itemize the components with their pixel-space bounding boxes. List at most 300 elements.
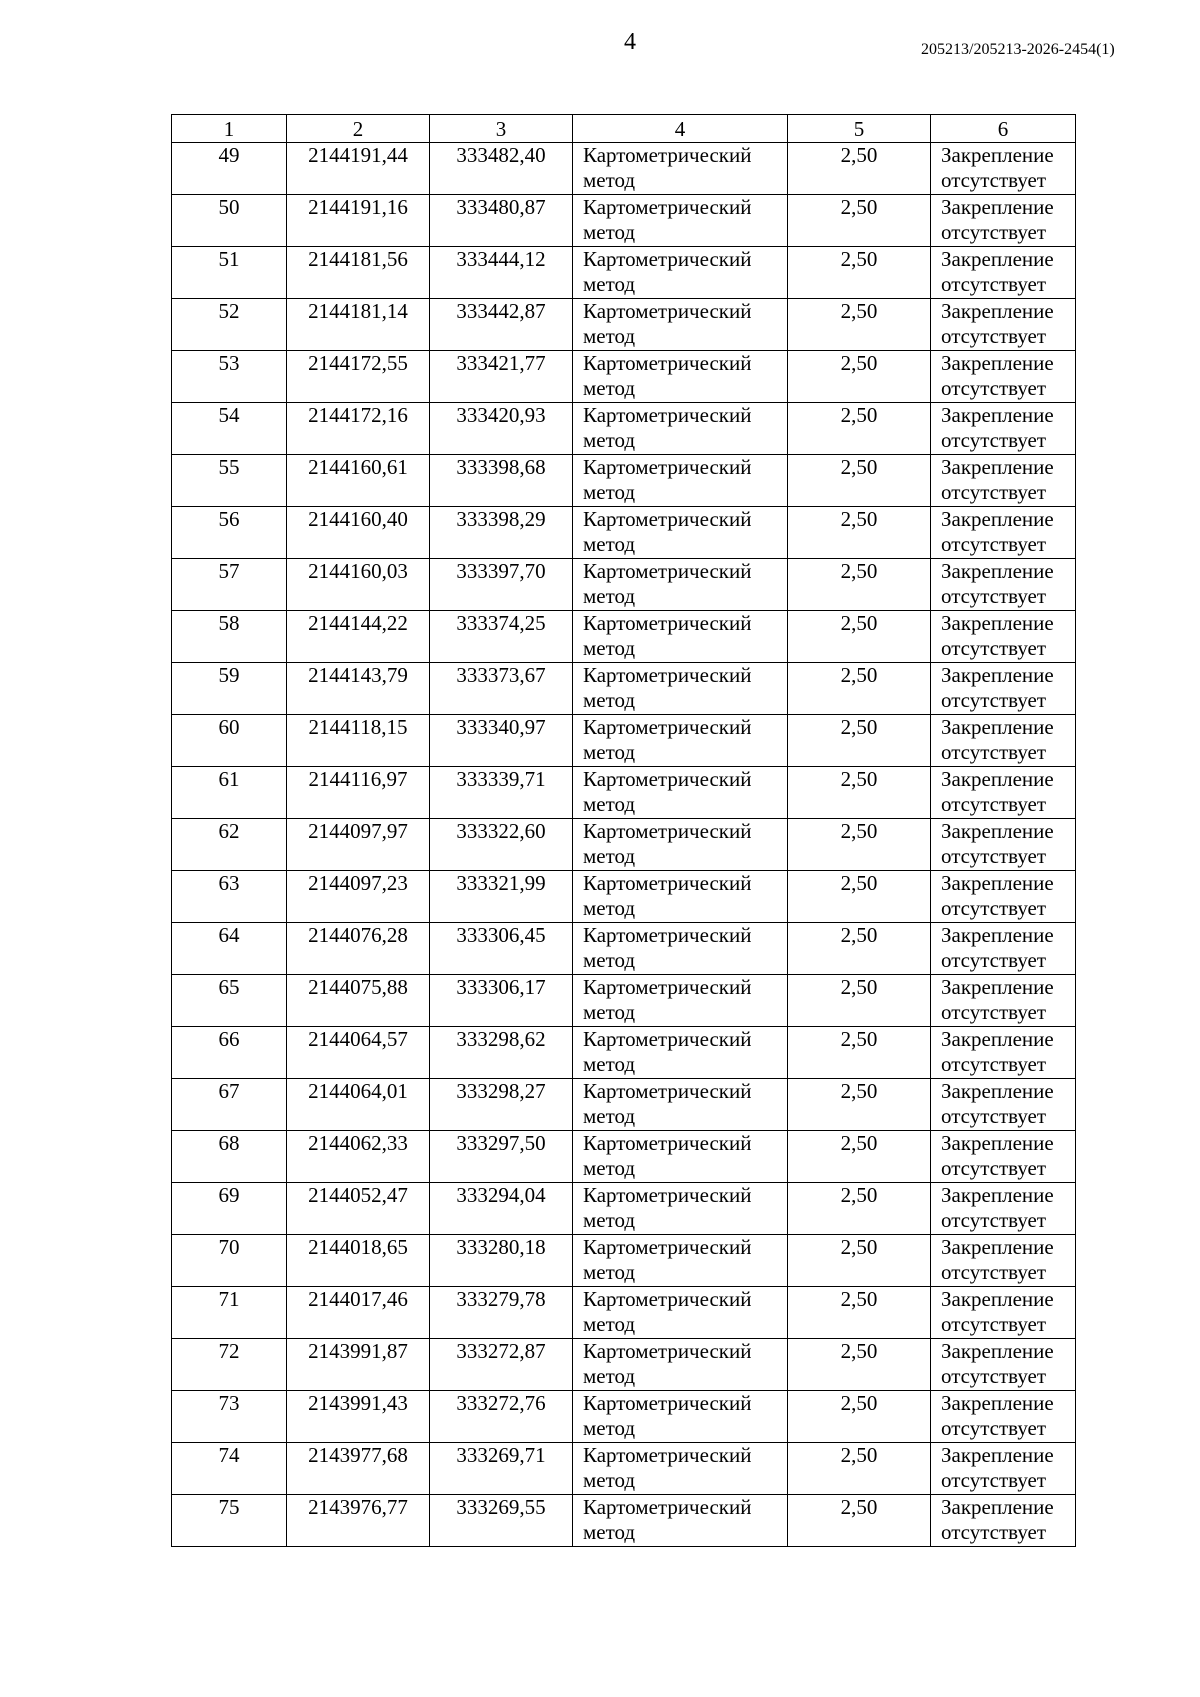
table-row: [172, 1131, 1076, 1183]
point-number-cell-text: 51: [218, 247, 240, 271]
table-row: [172, 1027, 1076, 1079]
method-cell: [573, 715, 788, 767]
coordinate-x-cell: [287, 1131, 430, 1183]
accuracy-cell: [788, 1443, 931, 1495]
coordinate-y-cell-text: 333444,12: [456, 247, 546, 271]
table-row: [172, 195, 1076, 247]
table-row: [172, 143, 1076, 195]
fixing-cell: [931, 1079, 1076, 1131]
accuracy-cell-text: 2,50: [840, 455, 878, 479]
fixing-cell-text: отсутствует: [941, 1312, 1047, 1336]
fixing-cell: [931, 1443, 1076, 1495]
coordinate-y-cell: [430, 1391, 573, 1443]
fixing-cell: [931, 975, 1076, 1027]
coordinate-y-cell: [430, 1131, 573, 1183]
method-cell-text: Картометрический: [583, 1287, 752, 1311]
method-cell: [573, 1287, 788, 1339]
coordinate-x-cell-text: 2143976,77: [308, 1495, 408, 1519]
fixing-cell: [931, 299, 1076, 351]
coordinate-x-cell-text: 2144172,16: [308, 403, 408, 427]
table-row: [172, 247, 1076, 299]
coordinates-table: [171, 114, 1076, 1547]
fixing-cell: [931, 1287, 1076, 1339]
coordinate-x-cell-text: 2144118,15: [308, 715, 408, 739]
point-number-cell: [172, 1495, 287, 1547]
point-number-cell-text: 55: [218, 455, 240, 479]
method-cell-text: Картометрический: [583, 1495, 752, 1519]
fixing-cell-text: Закрепление: [941, 1235, 1054, 1259]
fixing-cell-text: Закрепление: [941, 715, 1054, 739]
fixing-cell-text: отсутствует: [941, 272, 1047, 296]
method-cell-text: Картометрический: [583, 559, 752, 583]
coordinate-y-cell: [430, 871, 573, 923]
method-cell-text: метод: [583, 272, 636, 296]
fixing-cell: [931, 1235, 1076, 1287]
method-cell-text: Картометрический: [583, 195, 752, 219]
fixing-cell: [931, 195, 1076, 247]
point-number-cell-text: 73: [218, 1391, 240, 1415]
method-cell-text: метод: [583, 1364, 636, 1388]
coordinate-x-cell-text: 2144172,55: [308, 351, 408, 375]
coordinate-y-cell: [430, 351, 573, 403]
method-cell-text: Картометрический: [583, 351, 752, 375]
point-number-cell-text: 59: [218, 663, 240, 687]
coordinate-y-cell: [430, 1339, 573, 1391]
point-number-cell-text: 74: [218, 1443, 240, 1467]
method-cell-text: метод: [583, 740, 636, 764]
fixing-cell-text: Закрепление: [941, 819, 1054, 843]
coordinate-y-cell: [430, 1235, 573, 1287]
fixing-cell: [931, 351, 1076, 403]
coordinate-x-cell-text: 2144018,65: [308, 1235, 408, 1259]
point-number-cell-text: 69: [218, 1183, 240, 1207]
fixing-cell-text: отсутствует: [941, 584, 1047, 608]
table-row: [172, 1079, 1076, 1131]
method-cell-text: Картометрический: [583, 1183, 752, 1207]
table-row: [172, 871, 1076, 923]
method-cell: [573, 1131, 788, 1183]
point-number-cell-text: 52: [218, 299, 240, 323]
coordinate-x-cell: [287, 767, 430, 819]
method-cell: [573, 1079, 788, 1131]
method-cell-text: Картометрический: [583, 663, 752, 687]
method-cell-text: Картометрический: [583, 1443, 752, 1467]
method-cell-text: метод: [583, 220, 636, 244]
point-number-cell-text: 68: [218, 1131, 240, 1155]
accuracy-cell: [788, 1391, 931, 1443]
point-number-cell: [172, 403, 287, 455]
point-number-cell-text: 71: [218, 1287, 240, 1311]
table-row: [172, 403, 1076, 455]
fixing-cell-text: отсутствует: [941, 896, 1047, 920]
accuracy-cell: [788, 247, 931, 299]
coordinate-x-cell-text: 2144097,97: [308, 819, 408, 843]
fixing-cell-text: отсутствует: [941, 532, 1047, 556]
coordinate-y-cell: [430, 1079, 573, 1131]
point-number-cell: [172, 767, 287, 819]
fixing-cell: [931, 1495, 1076, 1547]
accuracy-cell-text: 2,50: [840, 1131, 878, 1155]
point-number-cell-text: 63: [218, 871, 240, 895]
fixing-cell-text: Закрепление: [941, 975, 1054, 999]
table-row: [172, 455, 1076, 507]
method-cell-text: Картометрический: [583, 1079, 752, 1103]
method-cell: [573, 1495, 788, 1547]
coordinate-x-cell-text: 2144017,46: [308, 1287, 408, 1311]
fixing-cell-text: Закрепление: [941, 1287, 1054, 1311]
accuracy-cell-text: 2,50: [840, 663, 878, 687]
coordinate-x-cell-text: 2143977,68: [308, 1443, 408, 1467]
coordinate-x-cell: [287, 611, 430, 663]
method-cell-text: Картометрический: [583, 247, 752, 271]
point-number-cell-text: 65: [218, 975, 240, 999]
fixing-cell-text: отсутствует: [941, 740, 1047, 764]
method-cell-text: Картометрический: [583, 1391, 752, 1415]
coordinate-x-cell-text: 2144097,23: [308, 871, 408, 895]
method-cell-text: Картометрический: [583, 819, 752, 843]
accuracy-cell: [788, 819, 931, 871]
accuracy-cell: [788, 1339, 931, 1391]
coordinate-y-cell-text: 333294,04: [456, 1183, 546, 1207]
point-number-cell: [172, 247, 287, 299]
column-header: 3: [430, 115, 573, 143]
method-cell-text: метод: [583, 1208, 636, 1232]
coordinate-y-cell-text: 333340,97: [456, 715, 546, 739]
coordinate-y-cell: [430, 663, 573, 715]
column-header: 1: [172, 115, 287, 143]
accuracy-cell: [788, 1235, 931, 1287]
fixing-cell-text: Закрепление: [941, 507, 1054, 531]
accuracy-cell-text: 2,50: [840, 403, 878, 427]
table-row: [172, 611, 1076, 663]
accuracy-cell-text: 2,50: [840, 611, 878, 635]
coordinate-y-cell-text: 333298,62: [456, 1027, 546, 1051]
coordinate-y-cell-text: 333279,78: [456, 1287, 546, 1311]
point-number-cell-text: 53: [218, 351, 240, 375]
fixing-cell: [931, 819, 1076, 871]
point-number-cell: [172, 1443, 287, 1495]
point-number-cell-text: 64: [218, 923, 240, 947]
method-cell-text: Картометрический: [583, 767, 752, 791]
method-cell-text: метод: [583, 844, 636, 868]
accuracy-cell-text: 2,50: [840, 1495, 878, 1519]
method-cell: [573, 507, 788, 559]
fixing-cell-text: Закрепление: [941, 351, 1054, 375]
method-cell: [573, 663, 788, 715]
coordinate-y-cell-text: 333269,55: [456, 1495, 546, 1519]
method-cell-text: метод: [583, 1468, 636, 1492]
table-row: [172, 507, 1076, 559]
method-cell-text: Картометрический: [583, 1131, 752, 1155]
point-number-cell: [172, 715, 287, 767]
table-row: [172, 923, 1076, 975]
method-cell-text: Картометрический: [583, 299, 752, 323]
accuracy-cell-text: 2,50: [840, 247, 878, 271]
fixing-cell-text: отсутствует: [941, 324, 1047, 348]
fixing-cell-text: отсутствует: [941, 1520, 1047, 1544]
accuracy-cell: [788, 1131, 931, 1183]
coordinate-x-cell: [287, 195, 430, 247]
method-cell: [573, 559, 788, 611]
coordinate-x-cell: [287, 1183, 430, 1235]
point-number-cell: [172, 455, 287, 507]
point-number-cell-text: 66: [218, 1027, 240, 1051]
accuracy-cell-text: 2,50: [840, 715, 878, 739]
method-cell: [573, 1391, 788, 1443]
fixing-cell-text: Закрепление: [941, 1183, 1054, 1207]
fixing-cell: [931, 923, 1076, 975]
point-number-cell: [172, 975, 287, 1027]
fixing-cell: [931, 1339, 1076, 1391]
coordinate-x-cell-text: 2144143,79: [308, 663, 408, 687]
fixing-cell-text: Закрепление: [941, 1079, 1054, 1103]
coordinate-x-cell: [287, 715, 430, 767]
fixing-cell-text: отсутствует: [941, 1416, 1047, 1440]
fixing-cell-text: отсутствует: [941, 168, 1047, 192]
table-row: [172, 1443, 1076, 1495]
point-number-cell: [172, 1339, 287, 1391]
coordinate-y-cell: [430, 195, 573, 247]
fixing-cell: [931, 403, 1076, 455]
table-row: [172, 819, 1076, 871]
table-row: [172, 1235, 1076, 1287]
column-header: 2: [287, 115, 430, 143]
point-number-cell-text: 62: [218, 819, 240, 843]
accuracy-cell-text: 2,50: [840, 1391, 878, 1415]
coordinate-y-cell-text: 333321,99: [456, 871, 546, 895]
method-cell-text: метод: [583, 1052, 636, 1076]
accuracy-cell: [788, 1027, 931, 1079]
accuracy-cell-text: 2,50: [840, 1287, 878, 1311]
method-cell-text: метод: [583, 1416, 636, 1440]
coordinate-y-cell-text: 333374,25: [456, 611, 546, 635]
accuracy-cell: [788, 767, 931, 819]
coordinate-x-cell-text: 2144160,40: [308, 507, 408, 531]
accuracy-cell-text: 2,50: [840, 143, 878, 167]
accuracy-cell: [788, 663, 931, 715]
point-number-cell: [172, 611, 287, 663]
point-number-cell: [172, 1079, 287, 1131]
coordinate-x-cell-text: 2144191,16: [308, 195, 408, 219]
coordinate-y-cell-text: 333272,76: [456, 1391, 546, 1415]
coordinate-x-cell: [287, 559, 430, 611]
method-cell-text: Картометрический: [583, 715, 752, 739]
coordinate-x-cell-text: 2144160,61: [308, 455, 408, 479]
accuracy-cell-text: 2,50: [840, 975, 878, 999]
coordinate-y-cell-text: 333298,27: [456, 1079, 546, 1103]
point-number-cell: [172, 1235, 287, 1287]
table-row: [172, 715, 1076, 767]
accuracy-cell-text: 2,50: [840, 559, 878, 583]
fixing-cell-text: Закрепление: [941, 143, 1054, 167]
fixing-cell-text: отсутствует: [941, 220, 1047, 244]
coordinate-x-cell: [287, 247, 430, 299]
accuracy-cell: [788, 1495, 931, 1547]
coordinate-y-cell: [430, 1287, 573, 1339]
point-number-cell-text: 54: [218, 403, 240, 427]
table-row: [172, 663, 1076, 715]
method-cell-text: Картометрический: [583, 871, 752, 895]
method-cell-text: метод: [583, 1156, 636, 1180]
point-number-cell: [172, 559, 287, 611]
point-number-cell: [172, 1391, 287, 1443]
coordinate-x-cell: [287, 403, 430, 455]
point-number-cell: [172, 1287, 287, 1339]
method-cell-text: Картометрический: [583, 975, 752, 999]
fixing-cell-text: отсутствует: [941, 688, 1047, 712]
fixing-cell-text: отсутствует: [941, 376, 1047, 400]
coordinate-y-cell-text: 333322,60: [456, 819, 546, 843]
fixing-cell-text: Закрепление: [941, 195, 1054, 219]
coordinate-x-cell: [287, 1027, 430, 1079]
method-cell-text: Картометрический: [583, 455, 752, 479]
fixing-cell-text: Закрепление: [941, 767, 1054, 791]
coordinate-y-cell: [430, 611, 573, 663]
point-number-cell: [172, 923, 287, 975]
method-cell: [573, 403, 788, 455]
point-number-cell: [172, 819, 287, 871]
method-cell-text: Картометрический: [583, 143, 752, 167]
method-cell-text: метод: [583, 1260, 636, 1284]
accuracy-cell-text: 2,50: [840, 195, 878, 219]
coordinate-y-cell: [430, 1495, 573, 1547]
accuracy-cell: [788, 1287, 931, 1339]
coordinate-y-cell-text: 333306,17: [456, 975, 546, 999]
point-number-cell-text: 67: [218, 1079, 240, 1103]
fixing-cell-text: отсутствует: [941, 792, 1047, 816]
coordinate-y-cell: [430, 559, 573, 611]
coordinate-x-cell-text: 2144064,01: [308, 1079, 408, 1103]
accuracy-cell-text: 2,50: [840, 1235, 878, 1259]
fixing-cell-text: отсутствует: [941, 636, 1047, 660]
coordinate-y-cell: [430, 1027, 573, 1079]
table-header-row: [172, 115, 1076, 143]
fixing-cell-text: Закрепление: [941, 559, 1054, 583]
accuracy-cell: [788, 507, 931, 559]
fixing-cell: [931, 143, 1076, 195]
coordinate-y-cell-text: 333373,67: [456, 663, 546, 687]
method-cell-text: метод: [583, 1312, 636, 1336]
method-cell-text: метод: [583, 636, 636, 660]
coordinate-x-cell: [287, 1079, 430, 1131]
table-row: [172, 975, 1076, 1027]
fixing-cell: [931, 767, 1076, 819]
point-number-cell-text: 49: [218, 143, 240, 167]
method-cell-text: метод: [583, 376, 636, 400]
coordinate-y-cell: [430, 507, 573, 559]
fixing-cell-text: Закрепление: [941, 455, 1054, 479]
table-row: [172, 1183, 1076, 1235]
accuracy-cell-text: 2,50: [840, 923, 878, 947]
point-number-cell-text: 75: [218, 1495, 240, 1519]
table-row: [172, 1391, 1076, 1443]
coordinate-y-cell-text: 333397,70: [456, 559, 546, 583]
fixing-cell: [931, 247, 1076, 299]
point-number-cell: [172, 1131, 287, 1183]
coordinate-y-cell-text: 333339,71: [456, 767, 546, 791]
coordinate-x-cell: [287, 819, 430, 871]
method-cell-text: метод: [583, 948, 636, 972]
method-cell: [573, 1027, 788, 1079]
coordinate-y-cell: [430, 819, 573, 871]
fixing-cell: [931, 1027, 1076, 1079]
coordinate-x-cell-text: 2144181,14: [308, 299, 408, 323]
point-number-cell: [172, 195, 287, 247]
coordinate-y-cell-text: 333398,29: [456, 507, 546, 531]
accuracy-cell: [788, 143, 931, 195]
coordinate-x-cell: [287, 663, 430, 715]
coordinate-x-cell: [287, 975, 430, 1027]
fixing-cell-text: Закрепление: [941, 611, 1054, 635]
fixing-cell-text: отсутствует: [941, 1468, 1047, 1492]
coordinate-y-cell-text: 333269,71: [456, 1443, 546, 1467]
fixing-cell-text: отсутствует: [941, 948, 1047, 972]
method-cell-text: Картометрический: [583, 1339, 752, 1363]
table-row: [172, 351, 1076, 403]
coordinate-x-cell: [287, 143, 430, 195]
accuracy-cell-text: 2,50: [840, 767, 878, 791]
coordinate-y-cell-text: 333442,87: [456, 299, 546, 323]
method-cell: [573, 1183, 788, 1235]
method-cell: [573, 1235, 788, 1287]
coordinate-x-cell-text: 2144181,56: [308, 247, 408, 271]
point-number-cell-text: 70: [218, 1235, 240, 1259]
coordinate-y-cell: [430, 1183, 573, 1235]
point-number-cell: [172, 1183, 287, 1235]
method-cell: [573, 247, 788, 299]
coordinate-x-cell-text: 2144052,47: [308, 1183, 408, 1207]
accuracy-cell: [788, 611, 931, 663]
fixing-cell-text: Закрепление: [941, 1391, 1054, 1415]
method-cell: [573, 1339, 788, 1391]
accuracy-cell: [788, 1183, 931, 1235]
coordinate-x-cell-text: 2144064,57: [308, 1027, 408, 1051]
accuracy-cell: [788, 455, 931, 507]
method-cell: [573, 143, 788, 195]
method-cell-text: метод: [583, 1520, 636, 1544]
fixing-cell-text: Закрепление: [941, 403, 1054, 427]
coordinate-y-cell: [430, 143, 573, 195]
method-cell-text: метод: [583, 324, 636, 348]
fixing-cell-text: отсутствует: [941, 1208, 1047, 1232]
coordinate-y-cell: [430, 299, 573, 351]
point-number-cell-text: 50: [218, 195, 240, 219]
fixing-cell: [931, 871, 1076, 923]
accuracy-cell-text: 2,50: [840, 299, 878, 323]
accuracy-cell: [788, 923, 931, 975]
table-row: [172, 1495, 1076, 1547]
fixing-cell-text: отсутствует: [941, 1260, 1047, 1284]
method-cell-text: метод: [583, 428, 636, 452]
coordinate-y-cell: [430, 923, 573, 975]
fixing-cell: [931, 1391, 1076, 1443]
fixing-cell-text: отсутствует: [941, 1052, 1047, 1076]
method-cell: [573, 871, 788, 923]
fixing-cell-text: отсутствует: [941, 844, 1047, 868]
coordinate-x-cell: [287, 455, 430, 507]
table-row: [172, 1339, 1076, 1391]
accuracy-cell: [788, 299, 931, 351]
fixing-cell: [931, 715, 1076, 767]
method-cell: [573, 455, 788, 507]
coordinate-y-cell: [430, 975, 573, 1027]
point-number-cell: [172, 143, 287, 195]
page-number: 4: [624, 29, 636, 55]
fixing-cell: [931, 507, 1076, 559]
method-cell-text: Картометрический: [583, 507, 752, 531]
accuracy-cell: [788, 715, 931, 767]
method-cell-text: метод: [583, 688, 636, 712]
